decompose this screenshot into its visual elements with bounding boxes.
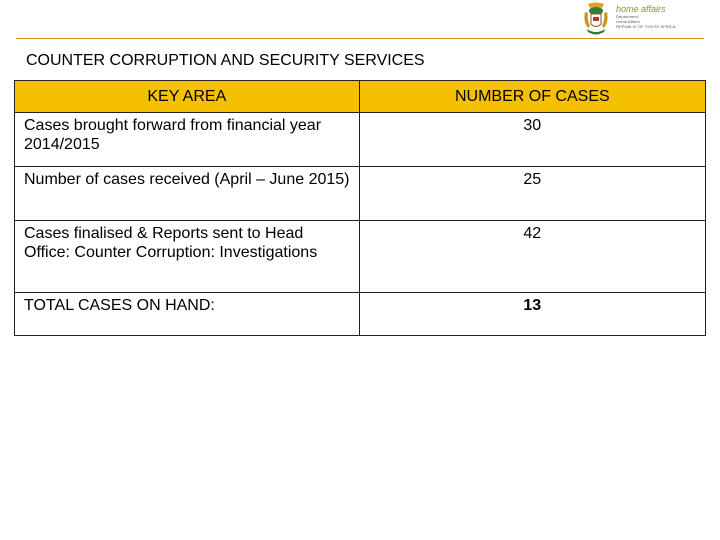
table-header-row xyxy=(15,81,706,113)
page-title: COUNTER CORRUPTION AND SECURITY SERVICES xyxy=(26,52,425,69)
coat-of-arms-icon xyxy=(582,2,610,36)
header-rule xyxy=(16,38,704,39)
cases-table xyxy=(14,80,706,336)
total-value: 13 xyxy=(523,297,542,314)
logo-line-3: REPUBLIC OF SOUTH AFRICA xyxy=(616,24,676,29)
column-header-key-area: KEY AREA xyxy=(15,81,360,113)
brand-name: home affairs xyxy=(616,4,666,14)
row-value: 42 xyxy=(523,225,542,242)
row-key: Number of cases received (April – June 2015) xyxy=(24,171,350,188)
logo-line-2: Home Affairs xyxy=(616,19,641,24)
table-row-total xyxy=(15,293,706,336)
logo-line-1: Department: xyxy=(616,14,640,19)
home-affairs-logo xyxy=(582,2,692,38)
table-row xyxy=(15,113,706,167)
row-key: Cases brought forward from financial year 2014/2015 xyxy=(24,117,322,153)
row-key: Cases finalised & Reports sent to Head Office: Counter Corruption: Investigations xyxy=(24,225,318,261)
column-header-number-of-cases: NUMBER OF CASES xyxy=(359,81,705,113)
table-row xyxy=(15,221,706,293)
row-value: 30 xyxy=(523,117,542,134)
row-value: 25 xyxy=(523,171,542,188)
table-row xyxy=(15,167,706,221)
total-label: TOTAL CASES ON HAND: xyxy=(24,297,215,314)
